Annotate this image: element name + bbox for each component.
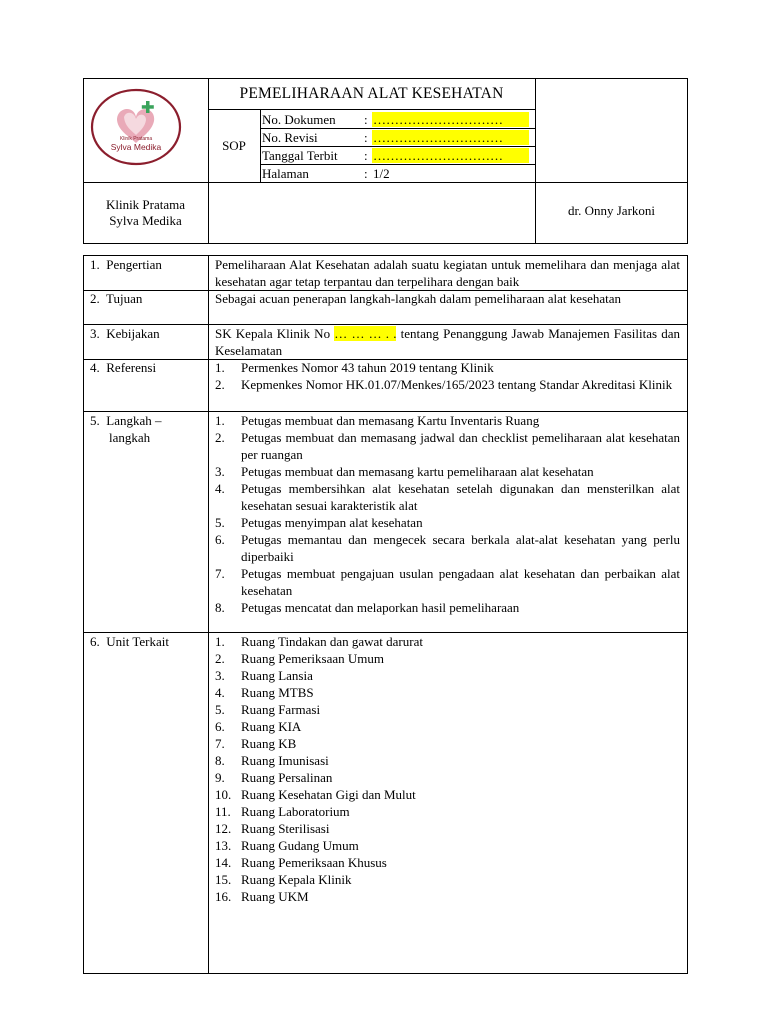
- section-label-referensi: 4. Referensi: [90, 360, 157, 375]
- list-item: 15. Ruang Kepala Klinik: [215, 872, 352, 887]
- section-text-kebijakan: [215, 325, 680, 359]
- meta-colon: :: [364, 165, 368, 181]
- logo-name: Sylva Medika: [110, 142, 162, 152]
- clinic-logo-icon: [90, 87, 182, 167]
- list-item: 5. Petugas menyimpan alat kesehatan: [215, 515, 423, 530]
- list-item: 2. Ruang Pemeriksaan Umum: [215, 651, 384, 666]
- clinic-name-line1: Klinik Pratama: [105, 197, 186, 212]
- section-label-unit-terkait: 6. Unit Terkait: [90, 634, 170, 649]
- list-item: 13. Ruang Gudang Umum: [215, 838, 359, 853]
- meta-label: No. Revisi: [262, 129, 318, 145]
- section-label-kebijakan: 3. Kebijakan: [90, 326, 160, 341]
- list-item: 5. Ruang Farmasi: [215, 702, 321, 717]
- list-item: 6. Ruang KIA: [215, 719, 302, 734]
- clinic-name-line2: Sylva Medika: [109, 213, 182, 228]
- meta-value-field: …………………………: [372, 130, 529, 145]
- list-item: 7. Ruang KB: [215, 736, 297, 751]
- meta-label: Halaman: [262, 165, 309, 181]
- list-item: 4. Ruang MTBS: [215, 685, 314, 700]
- list-item: 8. Petugas mencatat dan melaporkan hasil pemeliharaan: [215, 600, 520, 615]
- signatory-name: dr. Onny Jarkoni: [567, 203, 656, 218]
- langkah-label-line1: 5. Langkah –: [90, 413, 162, 428]
- list-item: 1. Petugas membuat dan memasang Kartu Inventaris Ruang: [215, 413, 540, 428]
- meta-label: Tanggal Terbit: [262, 147, 338, 163]
- logo-small-text: Klinik Pratama: [119, 136, 153, 142]
- unit-terkait-list: [215, 633, 680, 905]
- section-label-tujuan: 2. Tujuan: [90, 291, 143, 306]
- list-item: 1. Permenkes Nomor 43 tahun 2019 tentang Klinik: [215, 360, 494, 375]
- meta-value-field: 1/2: [373, 166, 390, 181]
- langkah-list: [215, 412, 680, 616]
- header-divider: [535, 78, 536, 244]
- meta-colon: :: [364, 129, 368, 145]
- meta-value-field: …………………………: [372, 148, 529, 163]
- meta-row-tanggal-terbit: [262, 147, 529, 164]
- list-item: 3. Ruang Lansia: [215, 668, 313, 683]
- meta-colon: :: [364, 147, 368, 163]
- langkah-label-line2: langkah: [109, 430, 151, 445]
- list-item: 9. Ruang Persalinan: [215, 770, 333, 785]
- document-title: PEMELIHARAAN ALAT KESEHATAN: [239, 85, 504, 102]
- meta-label: No. Dokumen: [262, 111, 336, 127]
- section-text-tujuan: Sebagai acuan penerapan langkah-langkah dalam pemeliharaan alat kesehatan: [215, 291, 622, 306]
- list-item: 16. Ruang UKM: [215, 889, 309, 904]
- list-item: 12. Ruang Sterilisasi: [215, 821, 330, 836]
- meta-row-halaman: [262, 165, 529, 182]
- clinic-logo: [90, 87, 182, 167]
- meta-row-no-revisi: [262, 129, 529, 146]
- sop-label: SOP: [222, 138, 246, 153]
- section-label-pengertian: 1. Pengertian: [90, 257, 162, 272]
- list-item: 1. Ruang Tindakan dan gawat darurat: [215, 634, 423, 649]
- meta-row-no-dokumen: [262, 111, 529, 128]
- meta-colon: :: [364, 111, 368, 127]
- section-label-langkah: [90, 412, 161, 446]
- list-item: 6. Petugas memantau dan mengecek secara berkala alat-alat kesehatan yang perlu diperbaiki: [215, 532, 680, 564]
- table-column-divider: [208, 255, 209, 974]
- list-item: 8. Ruang Imunisasi: [215, 753, 329, 768]
- header-divider: [208, 109, 535, 110]
- list-item: 2. Petugas membuat dan memasang jadwal dan checklist pemeliharaan alat kesehatan per ruangan: [215, 430, 680, 462]
- list-item: 7. Petugas membuat pengajuan usulan pengadaan alat kesehatan dan perbaikan alat kesehatan: [215, 566, 680, 598]
- list-item: 14. Ruang Pemeriksaan Khusus: [215, 855, 387, 870]
- referensi-list: [215, 359, 680, 393]
- list-item: 3. Petugas membuat dan memasang kartu pemeliharaan alat kesehatan: [215, 464, 594, 479]
- kebijakan-blank-field: … … … . .: [334, 326, 397, 341]
- section-text-pengertian: Pemeliharaan Alat Kesehatan adalah suatu kegiatan untuk memelihara dan menjaga alat kesehatan agar tetap terpantau dan terpelihara dengan baik: [215, 257, 680, 289]
- list-item: 4. Petugas membersihkan alat kesehatan setelah digunakan dan mensterilkan alat kesehatan sesuai karakteristik alat: [215, 481, 680, 513]
- list-item: 10. Ruang Kesehatan Gigi dan Mulut: [215, 787, 416, 802]
- kebijakan-prefix: SK Kepala Klinik No: [215, 326, 331, 341]
- kebijakan-suffix: tentang Penanggung Jawab Manajemen Fasilitas dan Keselamatan: [215, 326, 681, 358]
- clinic-name: [83, 197, 208, 229]
- list-item: 11. Ruang Laboratorium: [215, 804, 350, 819]
- list-item: 2. Kepmenkes Nomor HK.01.07/Menkes/165/2023 tentang Standar Akreditasi Klinik: [215, 377, 673, 392]
- meta-value-field: …………………………: [372, 112, 529, 127]
- header-divider: [83, 182, 688, 183]
